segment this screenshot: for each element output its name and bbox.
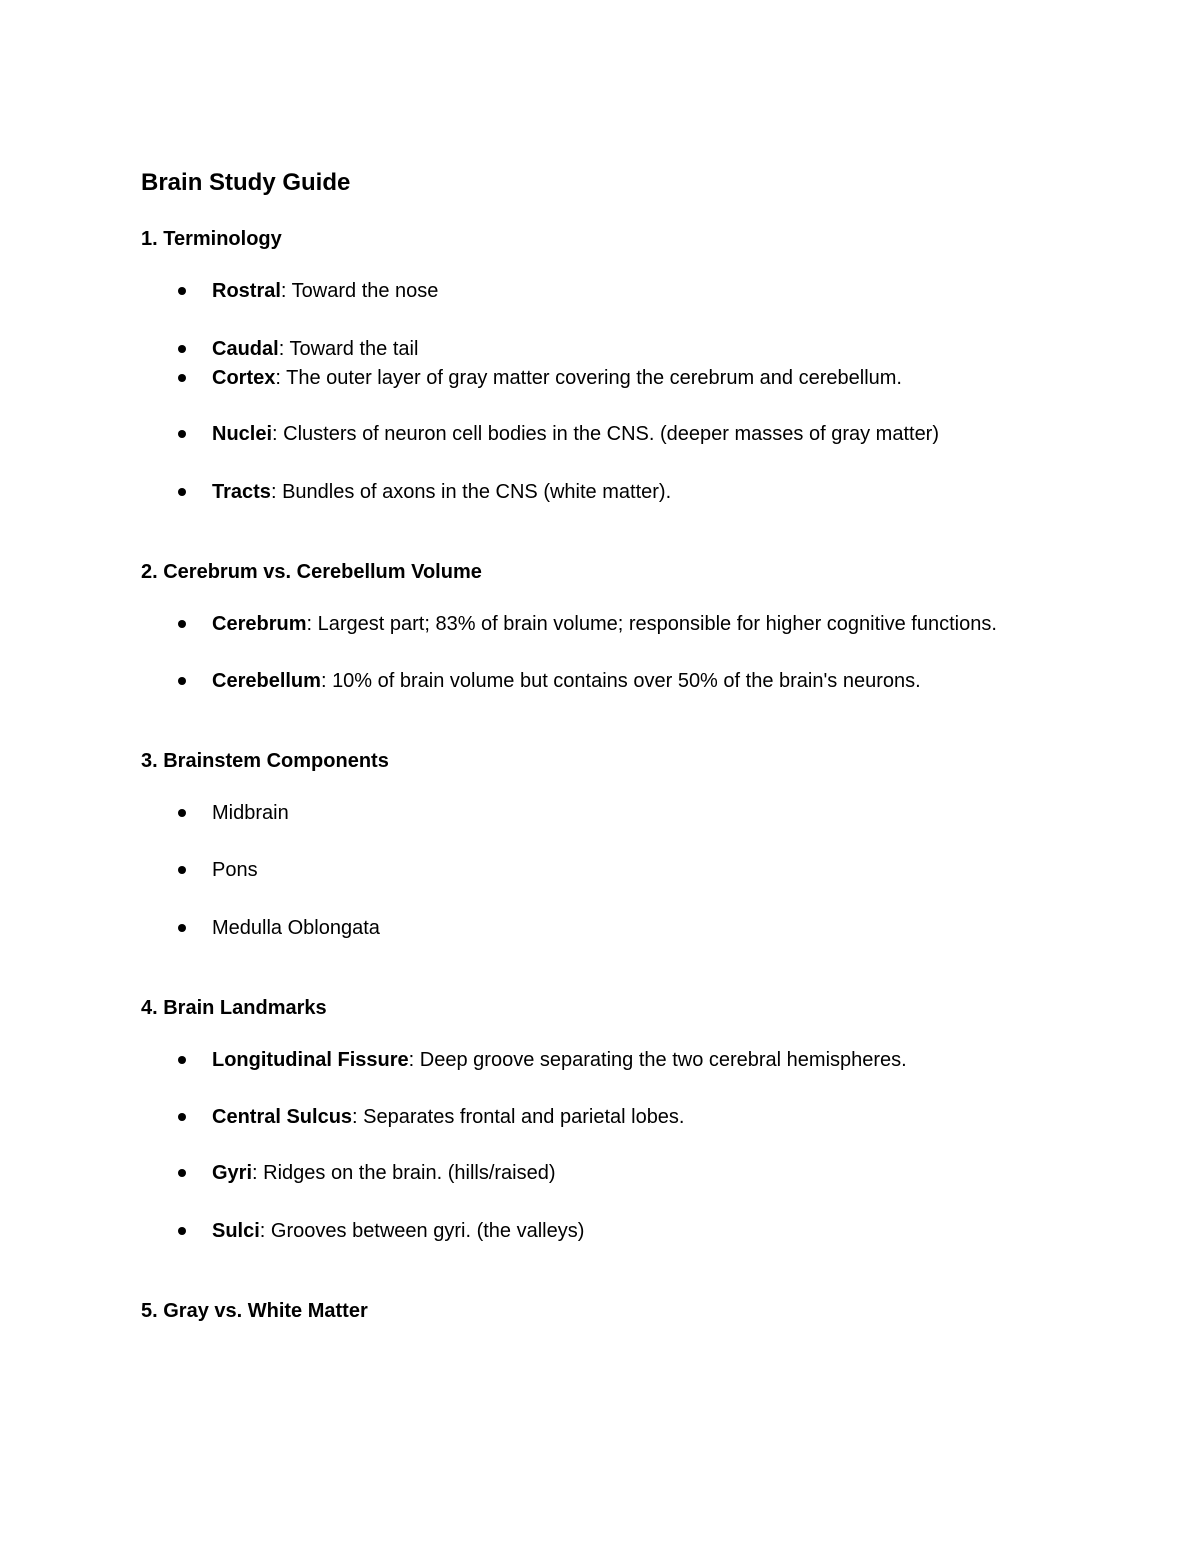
term-definition: Toward the nose bbox=[291, 280, 439, 302]
term-definition: 10% of brain volume but contains over 50% of the brain's neurons. bbox=[332, 670, 921, 692]
term-definition: Largest part; 83% of brain volume; responsible for higher cognitive functions. bbox=[317, 613, 997, 635]
term-definition: Grooves between gyri. (the valleys) bbox=[270, 1220, 585, 1242]
section-heading: 4. Brain Landmarks bbox=[141, 997, 327, 1019]
bullet-icon bbox=[178, 677, 186, 685]
bullet-icon bbox=[178, 924, 186, 932]
list-item-text: Pons bbox=[212, 859, 258, 881]
term-label: Tracts bbox=[212, 481, 271, 503]
list-item-text: Medulla Oblongata bbox=[212, 917, 380, 939]
bullet-icon bbox=[178, 620, 186, 628]
term-definition: Toward the tail bbox=[289, 338, 419, 360]
section-heading: 5. Gray vs. White Matter bbox=[141, 1300, 368, 1322]
list-item-text: Midbrain bbox=[212, 802, 289, 824]
term-definition: Deep groove separating the two cerebral hemispheres. bbox=[419, 1049, 907, 1071]
term-label: Sulci bbox=[212, 1220, 260, 1242]
term-definition: Bundles of axons in the CNS (white matter). bbox=[282, 481, 672, 503]
term-definition: Ridges on the brain. (hills/raised) bbox=[263, 1162, 556, 1184]
term-label: Cortex bbox=[212, 367, 276, 389]
bullet-icon bbox=[178, 287, 186, 295]
section-heading: 1. Terminology bbox=[141, 228, 282, 250]
bullet-icon bbox=[178, 374, 186, 382]
term-definition: Clusters of neuron cell bodies in the CNS. (deeper masses of gray matter) bbox=[283, 423, 940, 445]
term-label: Longitudinal Fissure bbox=[212, 1049, 409, 1071]
bullet-icon bbox=[178, 488, 186, 496]
term-definition: The outer layer of gray matter covering the cerebrum and cerebellum. bbox=[286, 367, 902, 389]
bullet-icon bbox=[178, 1113, 186, 1121]
section-heading: 3. Brainstem Components bbox=[141, 750, 389, 772]
bullet-icon bbox=[178, 1169, 186, 1177]
term-label: Caudal bbox=[212, 338, 279, 360]
term-label: Rostral bbox=[212, 280, 281, 302]
term-label: Cerebrum bbox=[212, 613, 307, 635]
bullet-icon bbox=[178, 1056, 186, 1064]
section-heading: 2. Cerebrum vs. Cerebellum Volume bbox=[141, 561, 482, 583]
term-label: Gyri bbox=[212, 1162, 253, 1184]
term-label: Cerebellum bbox=[212, 670, 321, 692]
bullet-icon bbox=[178, 345, 186, 353]
bullet-icon bbox=[178, 866, 186, 874]
term-label: Central Sulcus bbox=[212, 1106, 353, 1128]
bullet-icon bbox=[178, 1227, 186, 1235]
bullet-icon bbox=[178, 430, 186, 438]
bullet-icon bbox=[178, 809, 186, 817]
document-title: Brain Study Guide bbox=[141, 169, 351, 196]
term-definition: Separates frontal and parietal lobes. bbox=[363, 1106, 685, 1128]
term-label: Nuclei bbox=[212, 423, 273, 445]
document-page: Brain Study Guide 1. Terminology Rostral: Toward the nose Caudal: Toward the tail Cortex: The outer layer of gray matter covering the cerebrum and cerebellum. Nuclei: Clusters of neuron cell bodies in the CNS. (deeper masses of gray matter) Tracts: Bundles of axons in the CNS (white matter). 2. Cerebrum vs. Cerebellum Volume Cerebrum: Largest part; 83% of brain volume; responsible for higher cognitive functions. Cerebellum: 10% of brain volume but contains over 50% of the brain's neurons. 3. Brainstem Components Midbrain Pons Medulla Oblongata 4. Brain Landmarks Longitudinal Fissure: Deep groove separating the two cerebral hemispheres. Central Sulcus: Separates frontal and parietal lobes. Gyri: Ridges on the brain. (hills/raised) Sulci: Grooves between gyri. (the valleys) 5. Gray vs. White Matter bbox=[0, 0, 1200, 1553]
